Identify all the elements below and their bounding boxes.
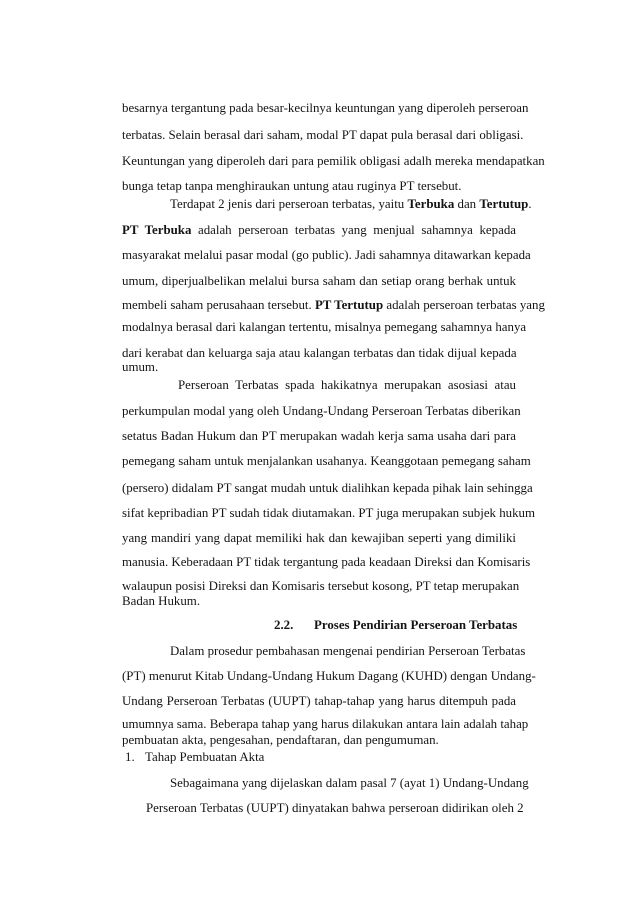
list-item-number: 1. (125, 750, 135, 764)
text-run: . (528, 197, 532, 211)
text-line: Perseroan Terbatas spada hakikatnya merupakan asosiasi atau (178, 378, 516, 392)
text-line: Undang Perseroan Terbatas (UUPT) tahap-tahap yang harus ditempuh pada (122, 694, 516, 708)
text-line (170, 194, 532, 214)
list-item-title: Tahap Pembuatan Akta (145, 750, 265, 764)
text-line: Perseroan Terbatas (UUPT) dinyatakan bahwa perseroan didirikan oleh 2 (146, 801, 524, 815)
text-line (122, 220, 516, 240)
text-run: dan (454, 197, 480, 211)
term-pt-terbuka: PT Terbuka (122, 223, 192, 237)
text-line: umum. (122, 360, 159, 374)
section-title: Proses Pendirian Perseroan Terbatas (314, 618, 518, 632)
text-run: adalah perseroan terbatas yang (383, 298, 545, 312)
text-line: manusia. Keberadaan PT tidak tergantung pada keadaan Direksi dan Komisaris (122, 555, 531, 569)
text-line: walaupun posisi Direksi dan Komisaris tersebut kosong, PT tetap merupakan (122, 579, 520, 593)
text-line: yang mandiri yang dapat memiliki hak dan kewajiban seperti yang dimiliki (122, 531, 516, 545)
text-line: modalnya berasal dari kalangan tertentu, misalnya pemegang sahamnya hanya (122, 320, 527, 334)
text-line: (persero) didalam PT sangat mudah untuk dialihkan kepada pihak lain sehingga (122, 481, 533, 495)
section-heading (274, 615, 517, 635)
term-tertutup: Tertutup (479, 197, 529, 211)
text-run: membeli saham perusahaan tersebut. (122, 298, 315, 312)
section-number: 2.2. (274, 618, 294, 632)
text-line (122, 295, 545, 315)
text-line: Sebagaimana yang dijelaskan dalam pasal 7 (ayat 1) Undang-Undang (170, 776, 529, 790)
text-line: umumnya sama. Beberapa tahap yang harus dilakukan antara lain adalah tahap (122, 717, 529, 731)
term-pt-tertutup: PT Tertutup (314, 298, 384, 312)
text-line: Keuntungan yang diperoleh dari para pemilik obligasi adalh mereka mendapatkan (122, 154, 545, 168)
text-line: dari kerabat dan keluarga saja atau kalangan terbatas dan tidak dijual kepada (122, 346, 517, 360)
text-line: (PT) menurut Kitab Undang-Undang Hukum Dagang (KUHD) dengan Undang- (122, 669, 536, 683)
text-run: Terdapat 2 jenis dari perseroan terbatas, yaitu (170, 197, 408, 211)
text-line: Dalam prosedur pembahasan mengenai pendirian Perseroan Terbatas (170, 644, 526, 658)
text-line: umum, diperjualbelikan melalui bursa saham dan setiap orang berhak untuk (122, 274, 516, 288)
text-line: bunga tetap tanpa menghiraukan untung atau ruginya PT tersebut. (122, 179, 462, 193)
text-line: besarnya tergantung pada besar-kecilnya keuntungan yang diperoleh perseroan (122, 101, 529, 115)
text-line: sifat kepribadian PT sudah tidak diutamakan. PT juga merupakan subjek hukum (122, 506, 536, 520)
text-line: terbatas. Selain berasal dari saham, modal PT dapat pula berasal dari obligasi. (122, 128, 524, 142)
text-line: pemegang saham untuk menjalankan usahanya. Keanggotaan pemegang saham (122, 454, 531, 468)
term-terbuka: Terbuka (407, 197, 455, 211)
text-run: adalah perseroan terbatas yang menjual sahamnya kepada (191, 223, 516, 237)
text-line: perkumpulan modal yang oleh Undang-Undang Perseroan Terbatas diberikan (122, 404, 521, 418)
text-line: Badan Hukum. (122, 594, 201, 608)
text-line: masyarakat melalui pasar modal (go public). Jadi sahamnya ditawarkan kepada (122, 248, 531, 262)
text-line: setatus Badan Hukum dan PT merupakan wadah kerja sama usaha dari para (122, 429, 516, 443)
text-line: pembuatan akta, pengesahan, pendaftaran, dan pengumuman. (122, 733, 439, 747)
